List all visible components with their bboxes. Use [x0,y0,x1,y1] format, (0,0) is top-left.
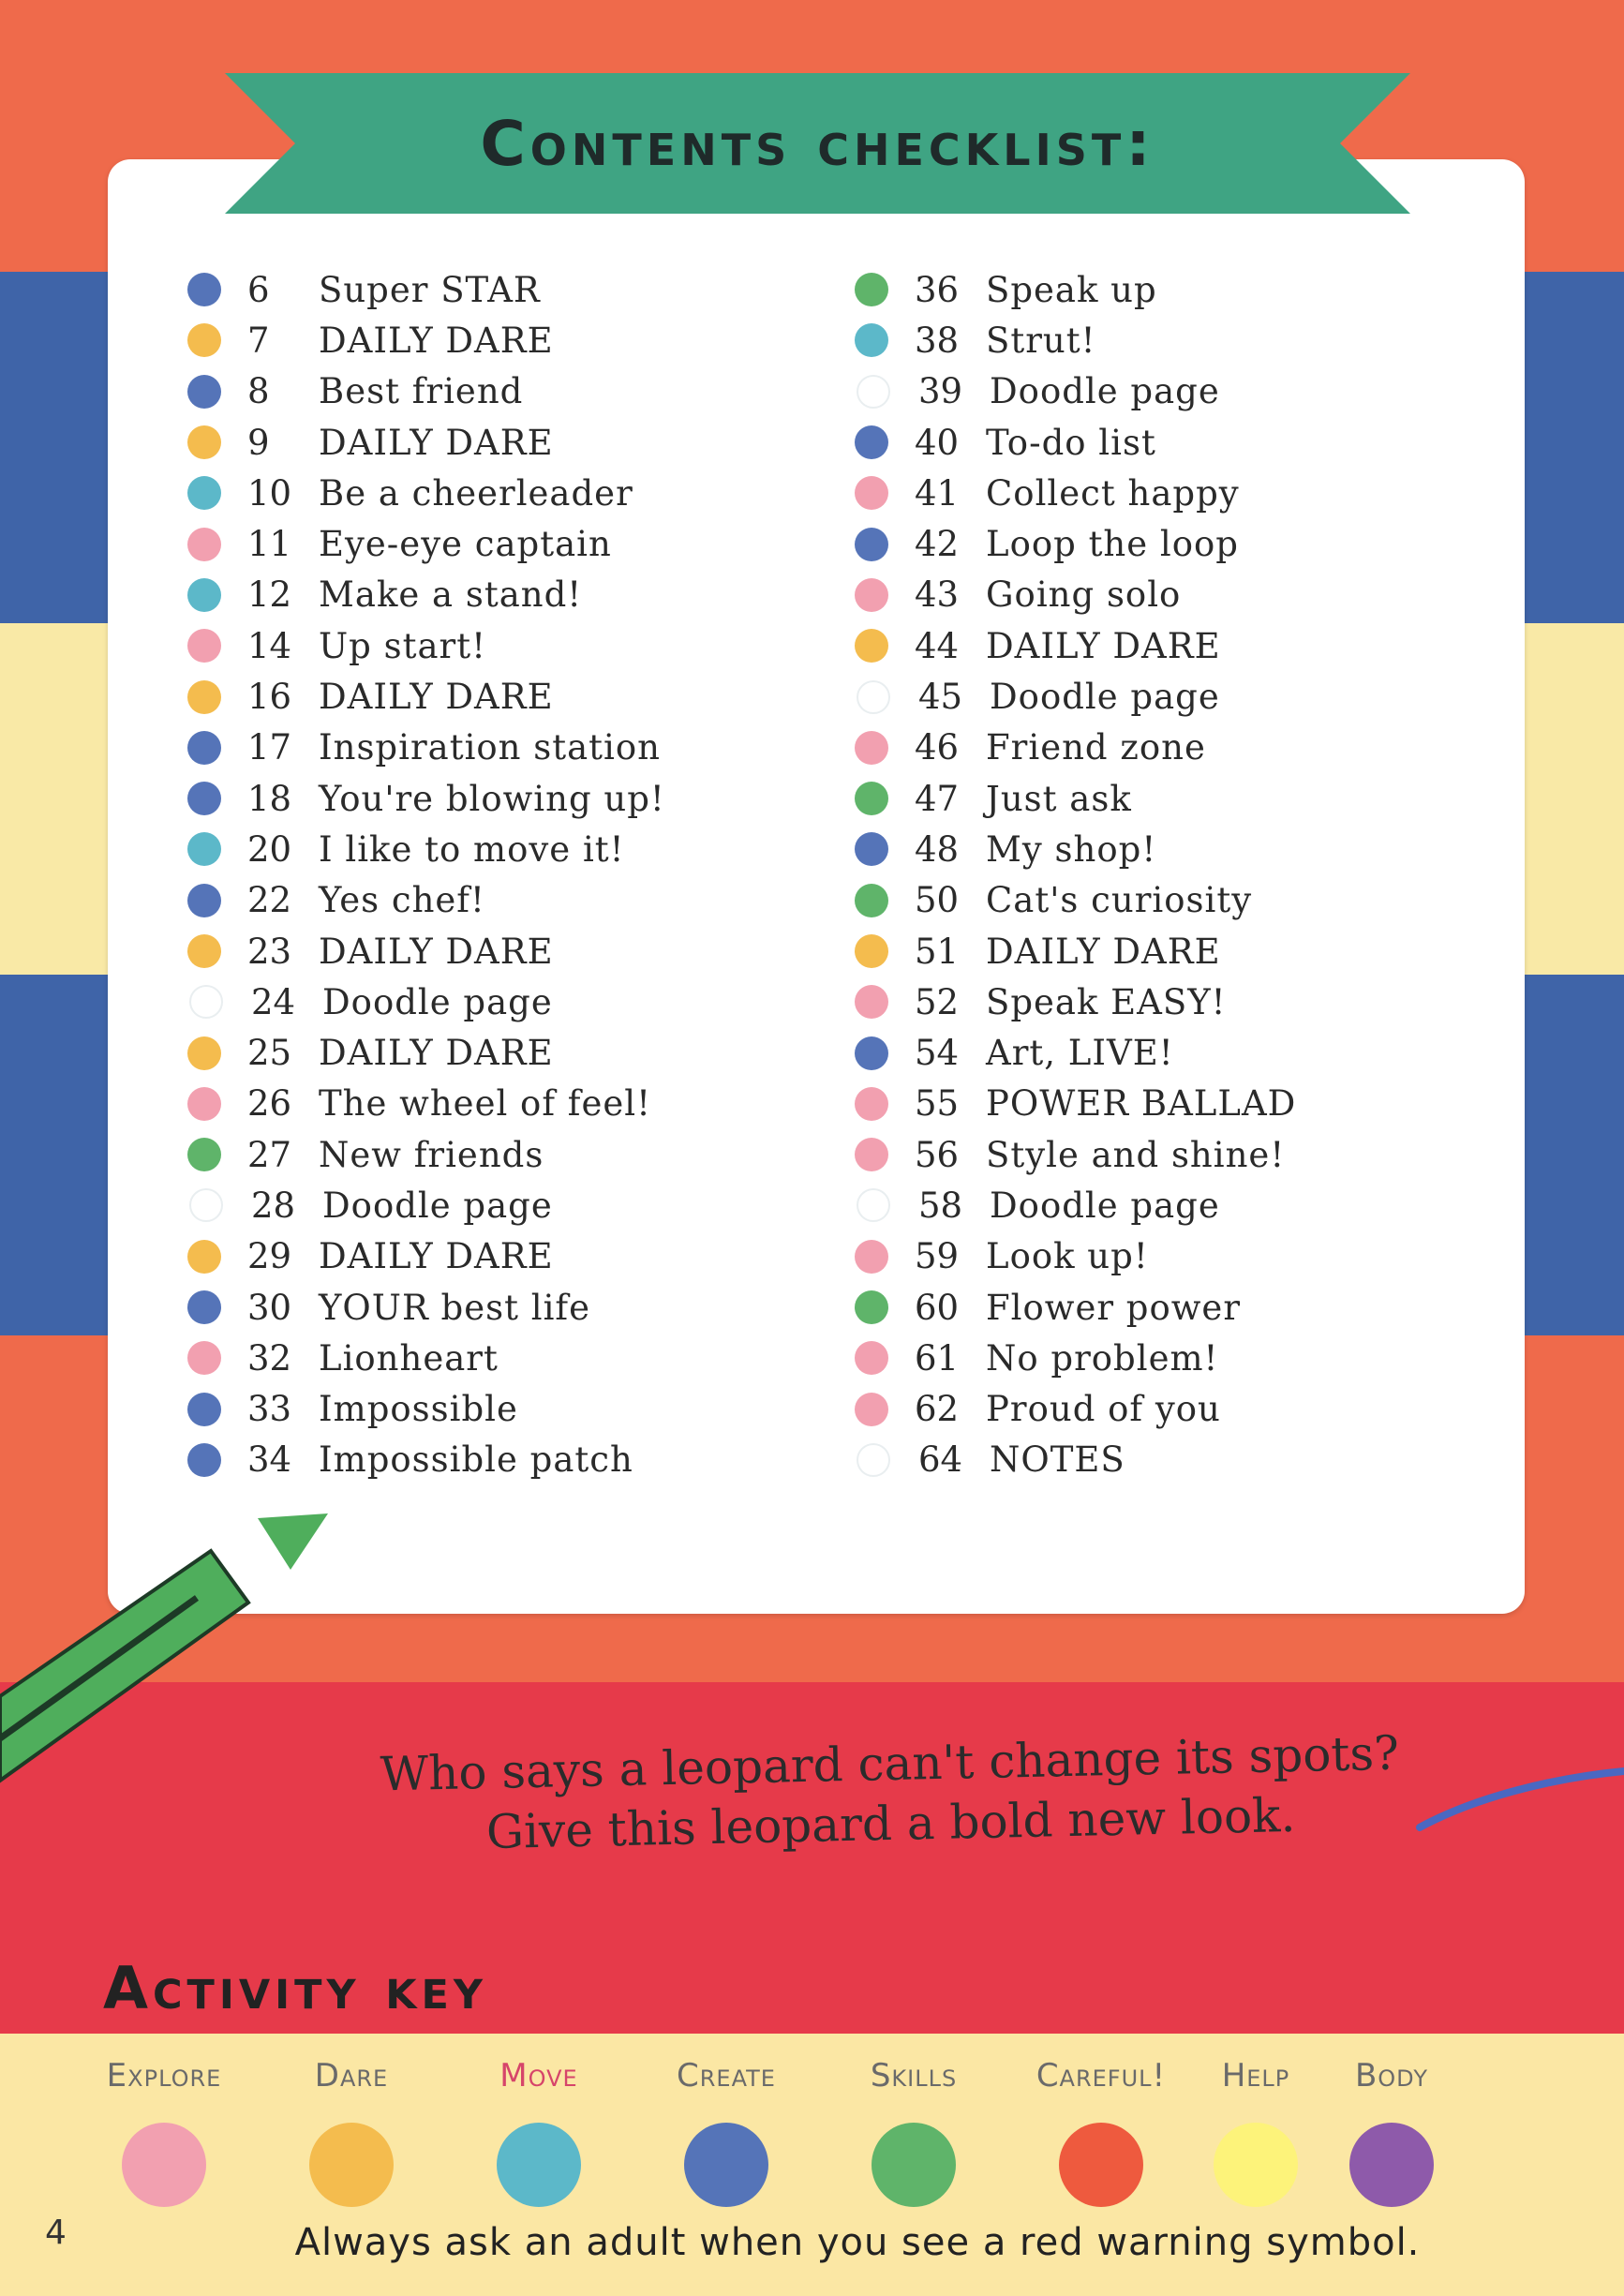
activity-dot-icon [187,884,221,917]
checklist-item [187,1282,665,1333]
checklist-item [187,468,665,518]
checklist-item [187,366,665,417]
activity-dot-icon [857,680,890,714]
activity-title: Flower power [986,1287,1242,1328]
page-number-label: 9 [247,422,270,463]
checklist-item [187,315,665,365]
activity-key-dot-icon [872,2123,956,2207]
checklist-item [187,570,665,620]
activity-dot-icon [855,1240,888,1274]
activity-title: Loop the loop [986,524,1239,565]
activity-title: Collect happy [986,472,1240,514]
checklist-item [855,875,1296,926]
activity-title: Eye-eye captain [319,524,612,565]
checklist-item [187,1129,665,1180]
warning-footnote: Always ask an adult when you see a red warning symbol. [294,2221,1421,2264]
activity-dot-icon [189,1188,223,1222]
checklist-item [855,977,1296,1027]
leopard-prompt [280,1721,1500,1866]
page-number-label: 29 [247,1236,292,1277]
page-number-label: 44 [915,625,960,666]
activity-title: Friend zone [986,727,1206,768]
activity-key-title: Activity key [103,1954,488,2022]
activity-dot-icon [187,1036,221,1070]
activity-dot-icon [855,323,888,357]
activity-title: DAILY DARE [319,1033,554,1074]
activity-title: DAILY DARE [319,931,554,972]
activity-dot-icon [187,1341,221,1375]
checklist-item [187,1435,665,1485]
activity-dot-icon [187,1290,221,1324]
activity-title: Going solo [986,574,1182,616]
activity-title: The wheel of feel! [319,1083,651,1125]
checklist-item [187,1180,665,1230]
checklist-item [187,264,665,315]
activity-dot-icon [187,425,221,459]
activity-title: My shop! [986,828,1157,870]
page-number-label: 41 [915,472,960,514]
activity-dot-icon [855,578,888,612]
checklist-item [855,366,1296,417]
leopard-prompt-line-2: Give this leopard a bold new look. [485,1787,1296,1860]
activity-title: DAILY DARE [319,1236,554,1277]
activity-dot-icon [855,1341,888,1375]
activity-title: DAILY DARE [986,931,1221,972]
checklist-item [855,1282,1296,1333]
activity-dot-icon [855,985,888,1019]
activity-dot-icon [855,884,888,917]
activity-dot-icon [855,832,888,866]
page-number-label: 40 [915,422,960,463]
activity-title: Doodle page [322,1185,553,1226]
activity-title: Doodle page [990,677,1220,718]
activity-title: Super STAR [319,269,541,310]
activity-dot-icon [855,629,888,663]
activity-dot-icon [855,1393,888,1426]
page-number-label: 32 [247,1337,292,1379]
activity-title: YOUR best life [319,1287,591,1328]
activity-dot-icon [187,1087,221,1121]
activity-title: POWER BALLAD [986,1083,1297,1125]
activity-title: Doodle page [990,1185,1220,1226]
activity-title: Inspiration station [319,727,661,768]
activity-dot-icon [855,1087,888,1121]
checklist-item [855,773,1296,824]
activity-key-item [258,2057,445,2207]
activity-key-item [70,2057,258,2207]
checklist-item [187,926,665,977]
checklist-item [855,723,1296,773]
activity-title: No problem! [986,1337,1219,1379]
activity-dot-icon [857,1188,890,1222]
activity-dot-icon [855,1290,888,1324]
activity-title: Impossible [319,1389,518,1430]
activity-key-item [820,2057,1007,2207]
page-number-label: 36 [915,269,960,310]
page-number-label: 60 [915,1287,960,1328]
checklist-item [855,1027,1296,1078]
activity-dot-icon [857,1443,890,1477]
page-number-label: 28 [251,1185,296,1226]
activity-title: Style and shine! [986,1134,1286,1175]
page-number-label: 48 [915,828,960,870]
page-number-label: 43 [915,574,960,616]
activity-dot-icon [187,832,221,866]
page-number-label: 23 [247,931,292,972]
activity-key-label: Explore [106,2057,222,2095]
page-number-label: 62 [915,1389,960,1430]
page-number-label: 14 [247,625,292,666]
checklist-item [855,824,1296,874]
activity-title: NOTES [990,1439,1125,1481]
page-number-label: 24 [251,981,296,1022]
activity-title: DAILY DARE [986,625,1221,666]
activity-key-label: Move [499,2057,578,2095]
activity-title: Impossible patch [319,1439,633,1481]
checklist-item [187,1079,665,1129]
activity-title: DAILY DARE [319,422,554,463]
checklist-item [855,1079,1296,1129]
activity-key-label: Help [1221,2057,1290,2095]
activity-dot-icon [187,731,221,765]
activity-dot-icon [187,273,221,306]
page-number-label: 61 [915,1337,960,1379]
activity-dot-icon [187,680,221,714]
activity-key-dot-icon [122,2123,206,2207]
checklist-item [855,1384,1296,1435]
checklist-item [187,773,665,824]
activity-dot-icon [855,782,888,815]
activity-key-dot-icon [309,2123,394,2207]
activity-dot-icon [855,425,888,459]
page-number-label: 27 [247,1134,292,1175]
activity-title: Art, LIVE! [986,1033,1174,1074]
activity-dot-icon [187,1443,221,1477]
activity-title: Lionheart [319,1337,499,1379]
activity-dot-icon [187,782,221,815]
activity-dot-icon [187,1240,221,1274]
checklist-column-left [187,264,665,1485]
activity-title: DAILY DARE [319,320,554,361]
page-number-label: 33 [247,1389,292,1430]
page-number-label: 64 [918,1439,963,1481]
activity-title: Best friend [319,371,524,412]
activity-title: To-do list [986,422,1156,463]
activity-dot-icon [187,375,221,409]
activity-dot-icon [187,1393,221,1426]
checklist-item [187,824,665,874]
checklist-item [855,671,1296,722]
activity-dot-icon [855,528,888,561]
page-number-label: 18 [247,778,292,819]
checklist-item [855,570,1296,620]
activity-dot-icon [855,273,888,306]
checklist-item [855,1129,1296,1180]
checklist-item [187,723,665,773]
checklist-item [855,315,1296,365]
page-number: 4 [45,2214,67,2252]
activity-dot-icon [187,528,221,561]
activity-dot-icon [857,375,890,409]
activity-dot-icon [855,1138,888,1171]
checklist-item [855,518,1296,569]
checklist-item [187,417,665,468]
checklist-item [187,518,665,569]
activity-title: Strut! [986,320,1096,361]
page-number-label: 8 [247,371,270,412]
page-number-label: 59 [915,1236,960,1277]
activity-dot-icon [189,985,223,1019]
activity-key-dot-icon [1349,2123,1434,2207]
activity-title: DAILY DARE [319,677,554,718]
activity-key-label: Body [1354,2057,1429,2095]
activity-key-dot-icon [684,2123,768,2207]
activity-title: Doodle page [322,981,553,1022]
page-number-label: 10 [247,472,292,514]
page-number-label: 38 [915,320,960,361]
activity-dot-icon [187,476,221,510]
activity-dot-icon [855,934,888,968]
page-number-label: 30 [247,1287,292,1328]
page-number-label: 54 [915,1033,960,1074]
page-number-label: 47 [915,778,960,819]
page-number-label: 42 [915,524,960,565]
activity-title: You're blowing up! [319,778,665,819]
checklist-item [187,620,665,671]
activity-title: Proud of you [986,1389,1221,1430]
activity-key-item [445,2057,633,2207]
activity-title: Speak EASY! [986,981,1227,1022]
checklist-item [855,468,1296,518]
activity-title: Cat's curiosity [986,880,1253,921]
checklist-item [855,417,1296,468]
activity-dot-icon [855,731,888,765]
page-number-label: 25 [247,1033,292,1074]
activity-dot-icon [187,629,221,663]
activity-dot-icon [855,476,888,510]
checklist-item [855,1231,1296,1282]
activity-title: Doodle page [990,371,1220,412]
checklist-column-right [855,264,1296,1485]
checklist-item [187,1333,665,1383]
activity-title: Up start! [319,625,486,666]
activity-key-label: Create [677,2057,776,2095]
activity-key-label: Dare [314,2057,389,2095]
checklist-item [855,926,1296,977]
page-number-label: 52 [915,981,960,1022]
page-number-label: 50 [915,880,960,921]
leopard-prompt-line-1: Who says a leopard can't change its spots? [380,1725,1400,1802]
checklist-item [855,1180,1296,1230]
activity-dot-icon [187,578,221,612]
activity-key-item [633,2057,820,2207]
checklist-item [855,1333,1296,1383]
page-number-label: 45 [918,677,963,718]
page-number-label: 11 [247,524,292,565]
checklist-item [187,977,665,1027]
page-number-label: 46 [915,727,960,768]
activity-key-dot-icon [497,2123,581,2207]
checklist-item [187,1027,665,1078]
checklist-item [187,671,665,722]
checklist-item [187,1384,665,1435]
activity-key-label: Skills [870,2057,958,2095]
page-number-label: 6 [247,269,270,310]
activity-title: Just ask [986,778,1132,819]
activity-title: Make a stand! [319,574,583,616]
activity-title: New friends [319,1134,544,1175]
page-number-label: 56 [915,1134,960,1175]
page-number-label: 34 [247,1439,292,1481]
activity-title: I like to move it! [319,828,625,870]
checklist-item [855,264,1296,315]
page-number-label: 17 [247,727,292,768]
page-number-label: 16 [247,677,292,718]
checklist-item [855,1435,1296,1485]
checklist-item [855,620,1296,671]
activity-dot-icon [187,1138,221,1171]
page-number-label: 7 [247,320,270,361]
page-number-label: 26 [247,1083,292,1125]
checklist-item [187,1231,665,1282]
page-number-label: 55 [915,1083,960,1125]
page-number-label: 58 [918,1185,963,1226]
activity-key-item [1298,2057,1485,2207]
activity-key-dot-icon [1214,2123,1298,2207]
page-number-label: 12 [247,574,292,616]
activity-key-dot-icon [1059,2123,1143,2207]
page-number-label: 20 [247,828,292,870]
activity-dot-icon [187,323,221,357]
activity-title: Yes chef! [319,880,485,921]
page-title: Contents checklist: [480,107,1155,180]
page-number-label: 51 [915,931,960,972]
activity-key-label: Careful! [1035,2057,1167,2095]
page-number-label: 22 [247,880,292,921]
activity-dot-icon [855,1036,888,1070]
page-number-label: 39 [918,371,963,412]
activity-title: Be a cheerleader [319,472,633,514]
checklist-item [187,875,665,926]
activity-title: Look up! [986,1236,1149,1277]
activity-title: Speak up [986,269,1157,310]
activity-dot-icon [187,934,221,968]
